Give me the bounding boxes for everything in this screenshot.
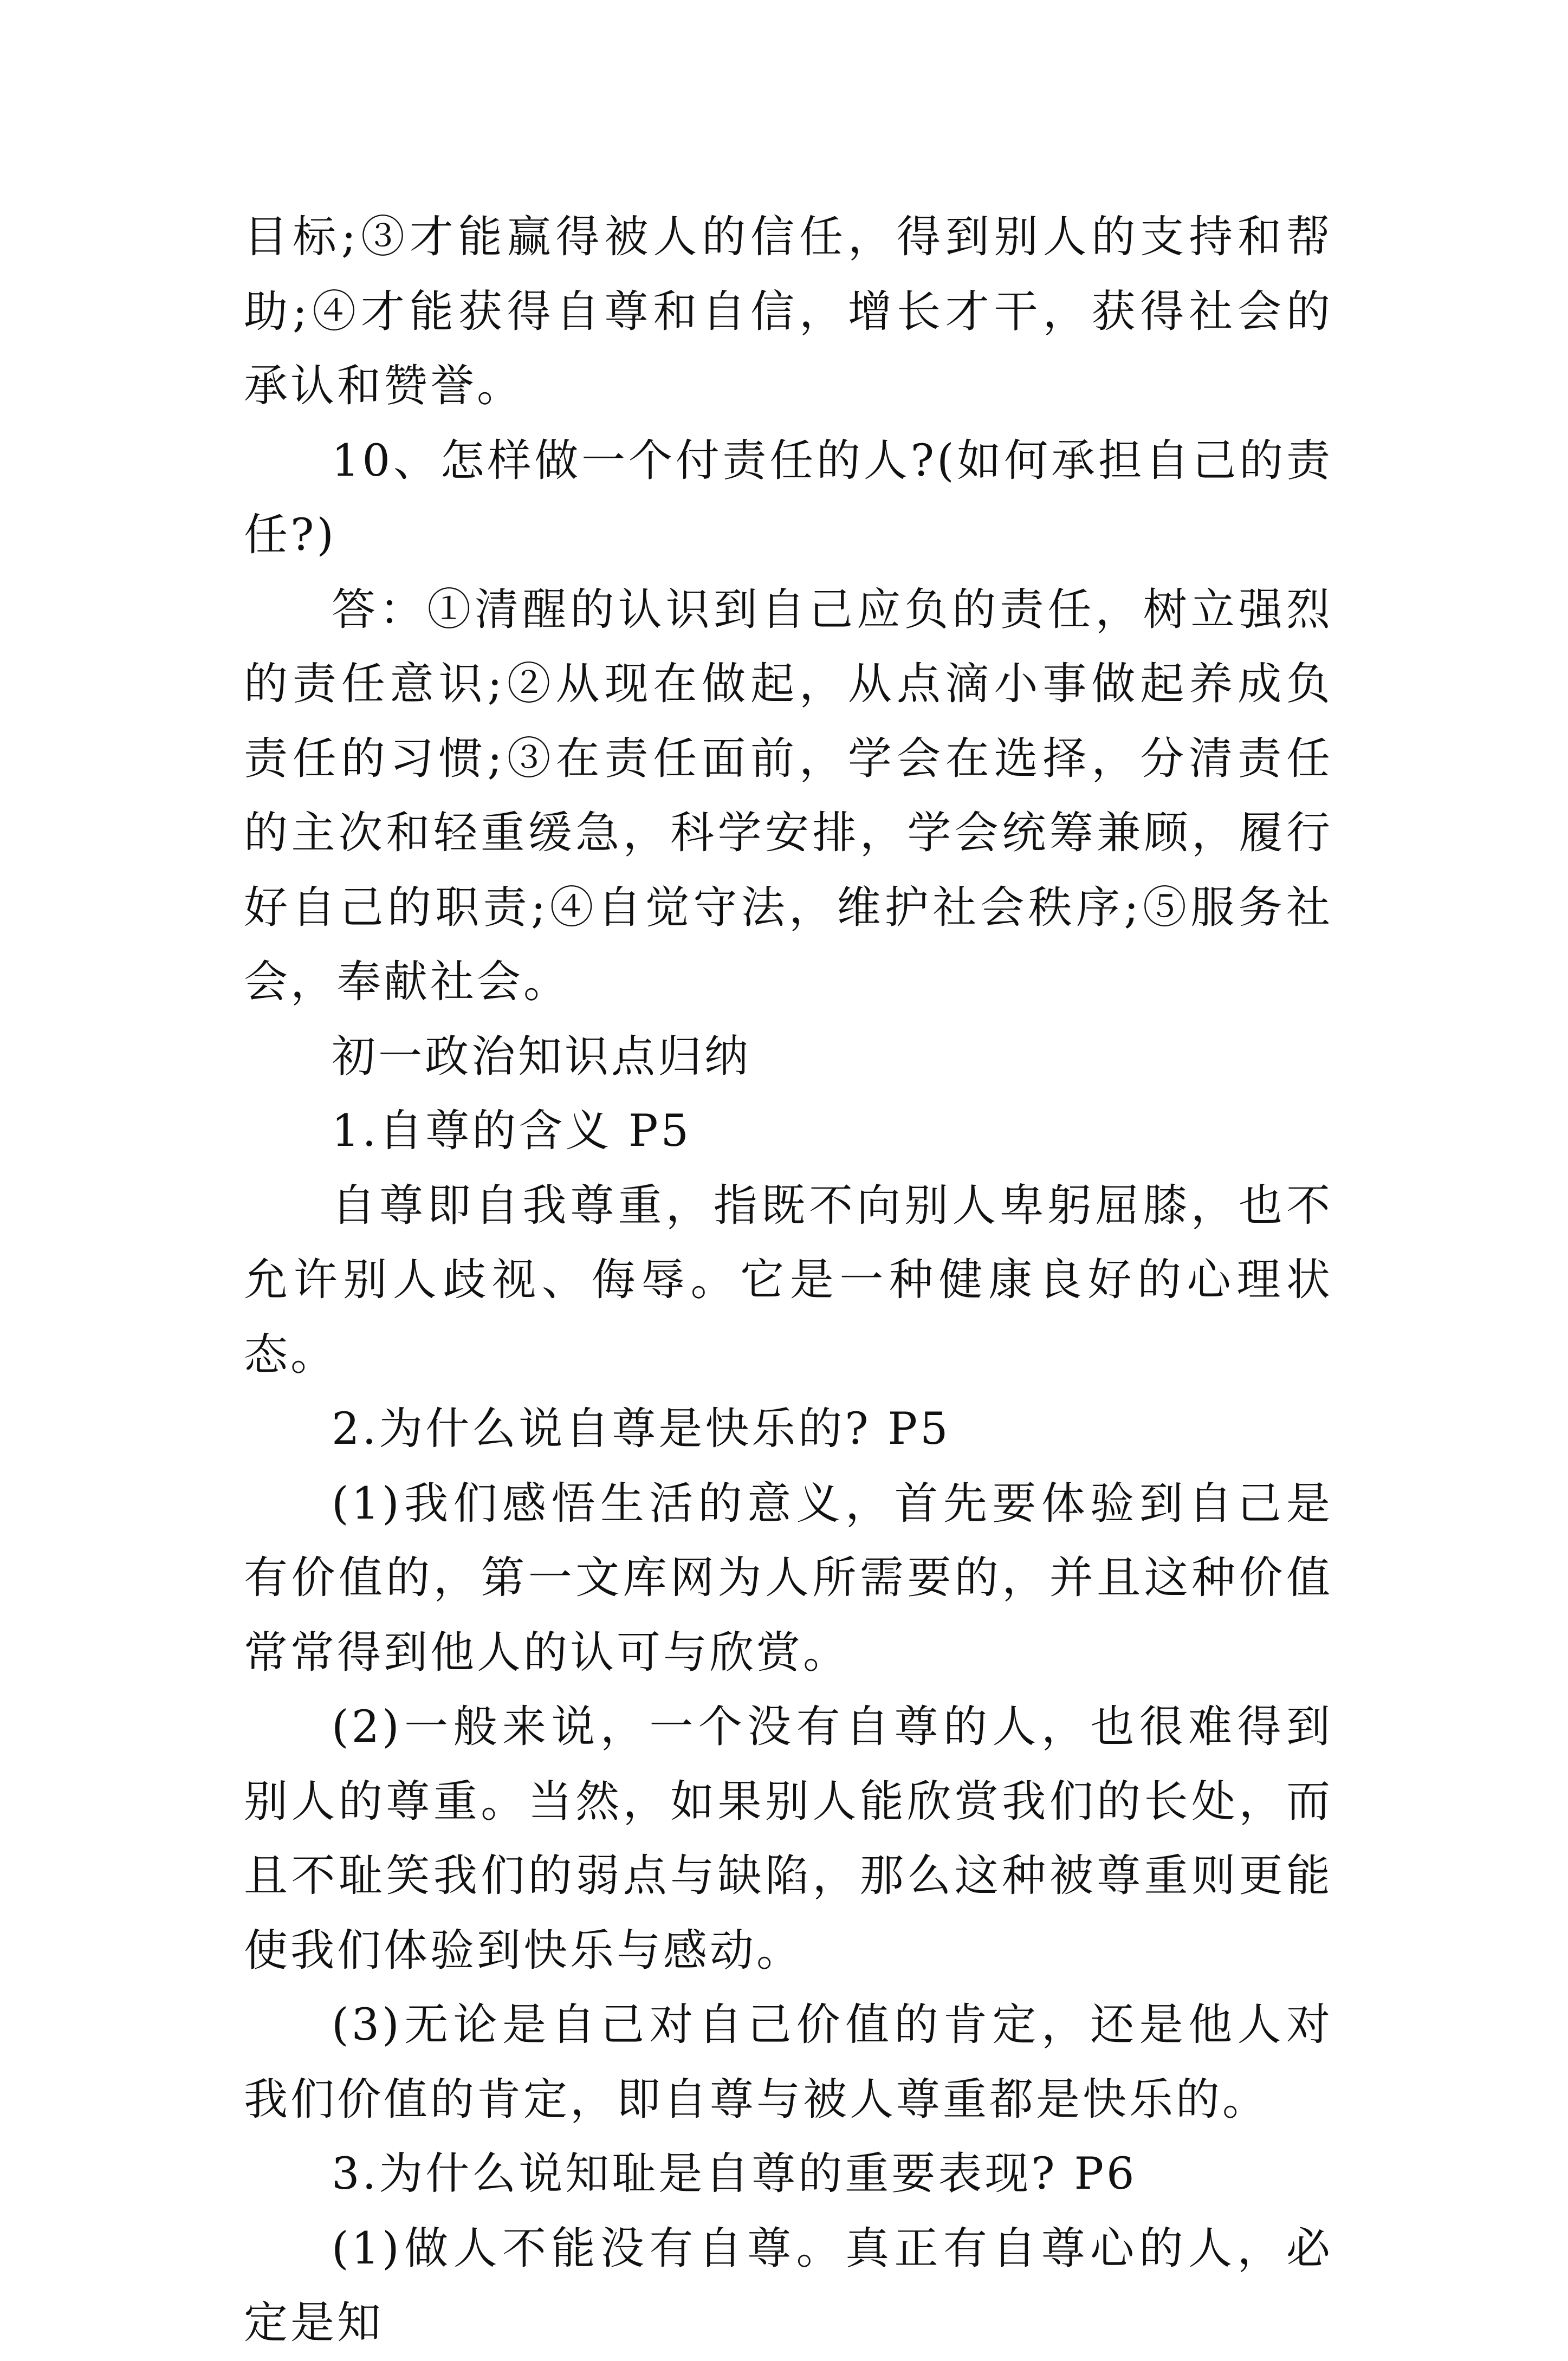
- paragraph-continuation: 目标;③才能赢得被人的信任，得到别人的支持和帮助;④才能获得自尊和自信，增长才干，获得社会的承认和赞誉。: [244, 212, 1333, 412]
- answer-paragraph: 答：①清醒的认识到自己应负的责任，树立强烈的责任意识;②从现在做起，从点滴小事做起养成负责任的习惯;③在责任面前，学会在选择，分清责任的主次和轻重缓急，科学安排，学会统筹兼顾，履行好自己的职责;④自觉守法，维护社会秩序;⑤服务社会，奉献社会。: [244, 584, 1333, 1008]
- question-heading: 10、怎样做一个付责任的人?(如何承担自己的责任?): [244, 435, 1333, 561]
- body-paragraph: 自尊即自我尊重，指既不向别人卑躬屈膝，也不允许别人歧视、侮辱。它是一种健康良好的心理状态。: [244, 1180, 1333, 1380]
- item-heading: 3.为什么说知耻是自尊的重要表现? P6: [332, 2149, 1137, 2200]
- body-paragraph: (1)做人不能没有自尊。真正有自尊心的人，必定是知: [244, 2223, 1333, 2349]
- section-title: 初一政治知识点归纳: [332, 1031, 751, 1082]
- body-paragraph: (3)无论是自己对自己价值的肯定，还是他人对我们价值的肯定，即自尊与被人尊重都是快乐的。: [244, 2000, 1333, 2125]
- item-heading: 2.为什么说自尊是快乐的? P5: [332, 1404, 951, 1455]
- document-body: [244, 200, 1333, 2361]
- body-paragraph: (2)一般来说，一个没有自尊的人，也很难得到别人的尊重。当然，如果别人能欣赏我们的长处，而且不耻笑我们的弱点与缺陷，那么这种被尊重则更能使我们体验到快乐与感动。: [244, 1702, 1333, 1976]
- body-paragraph: (1)我们感悟生活的意义，首先要体验到自己是有价值的，第一文库网为人所需要的，并且这种价值常常得到他人的认可与欣赏。: [244, 1478, 1333, 1678]
- item-heading: 1.自尊的含义 P5: [332, 1106, 692, 1157]
